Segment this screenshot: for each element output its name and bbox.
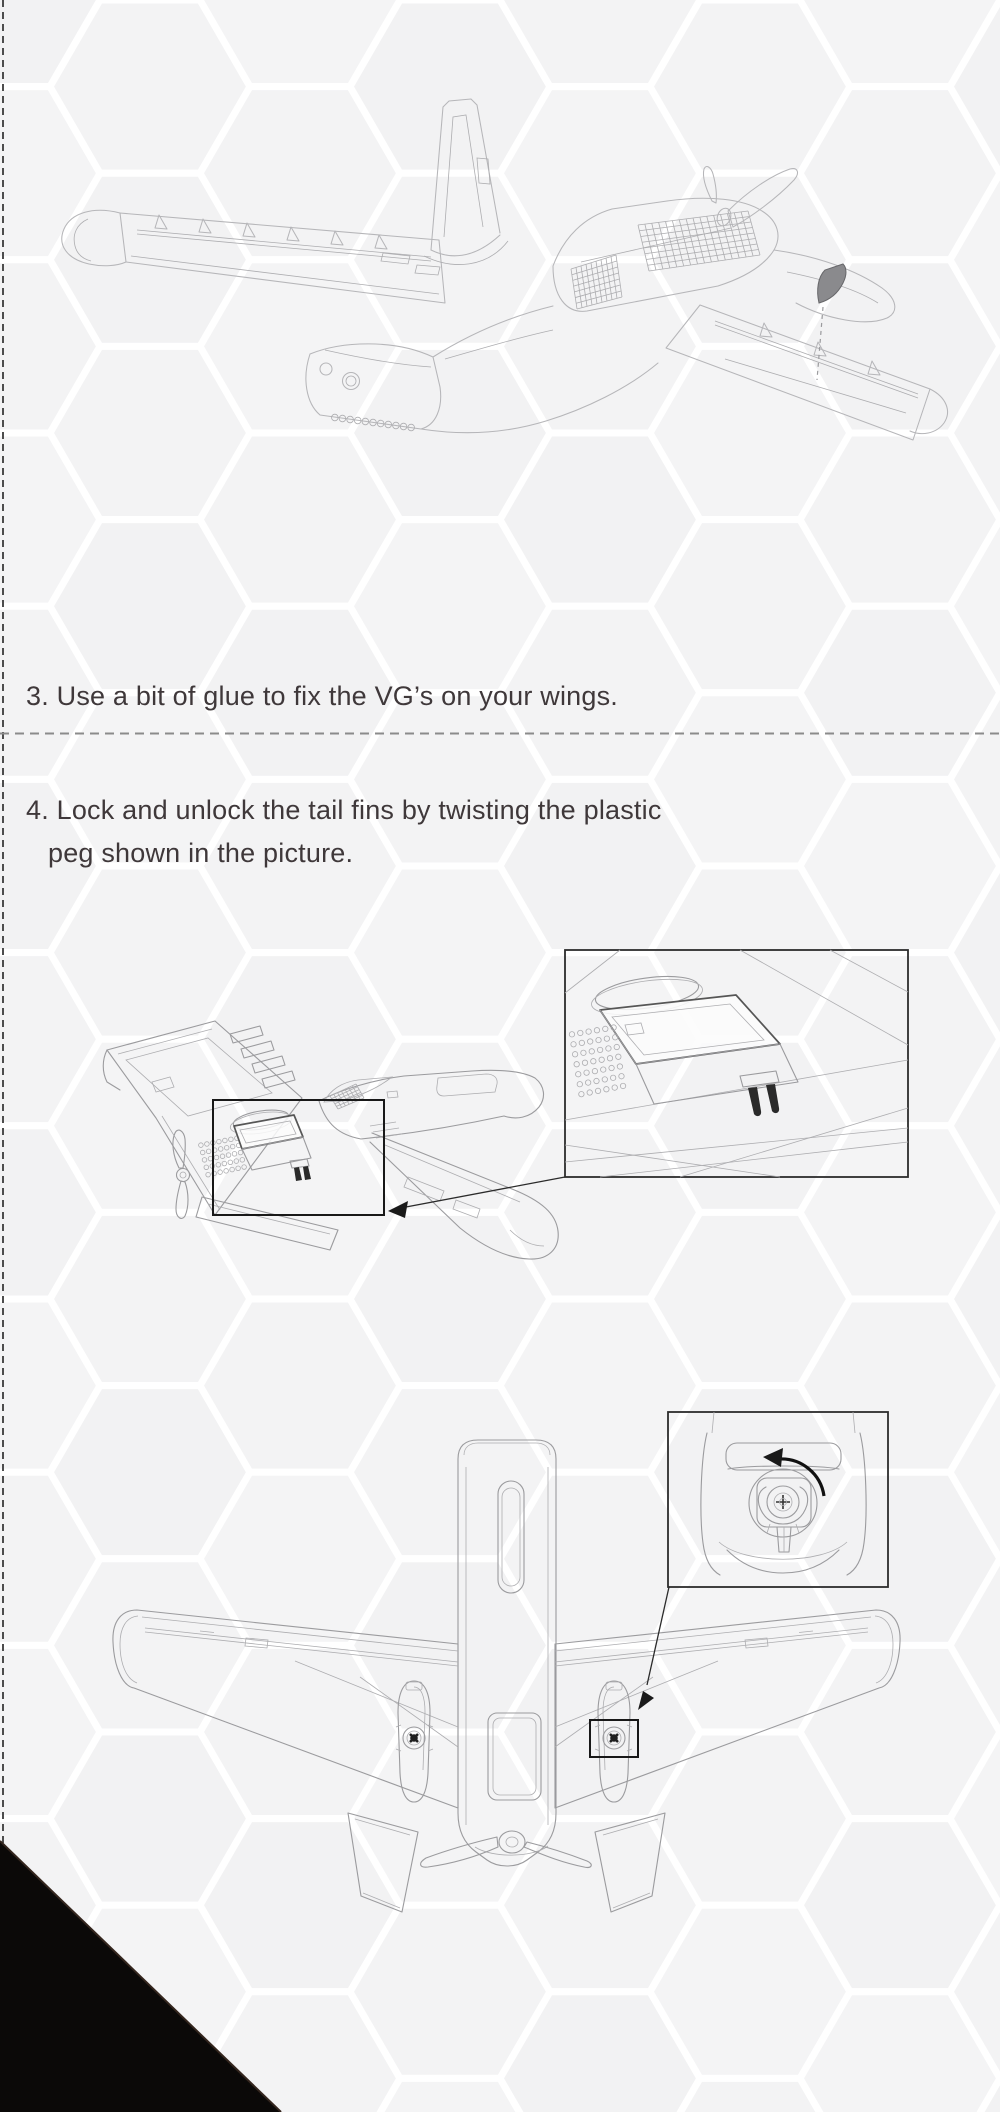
step3-instruction: 3. Use a bit of glue to fix the VG’s on your wings. (26, 681, 619, 711)
step4-line2: peg shown in the picture. (48, 838, 354, 868)
step4-line1: 4. Lock and unlock the tail fins by twisting the plastic (26, 795, 662, 825)
